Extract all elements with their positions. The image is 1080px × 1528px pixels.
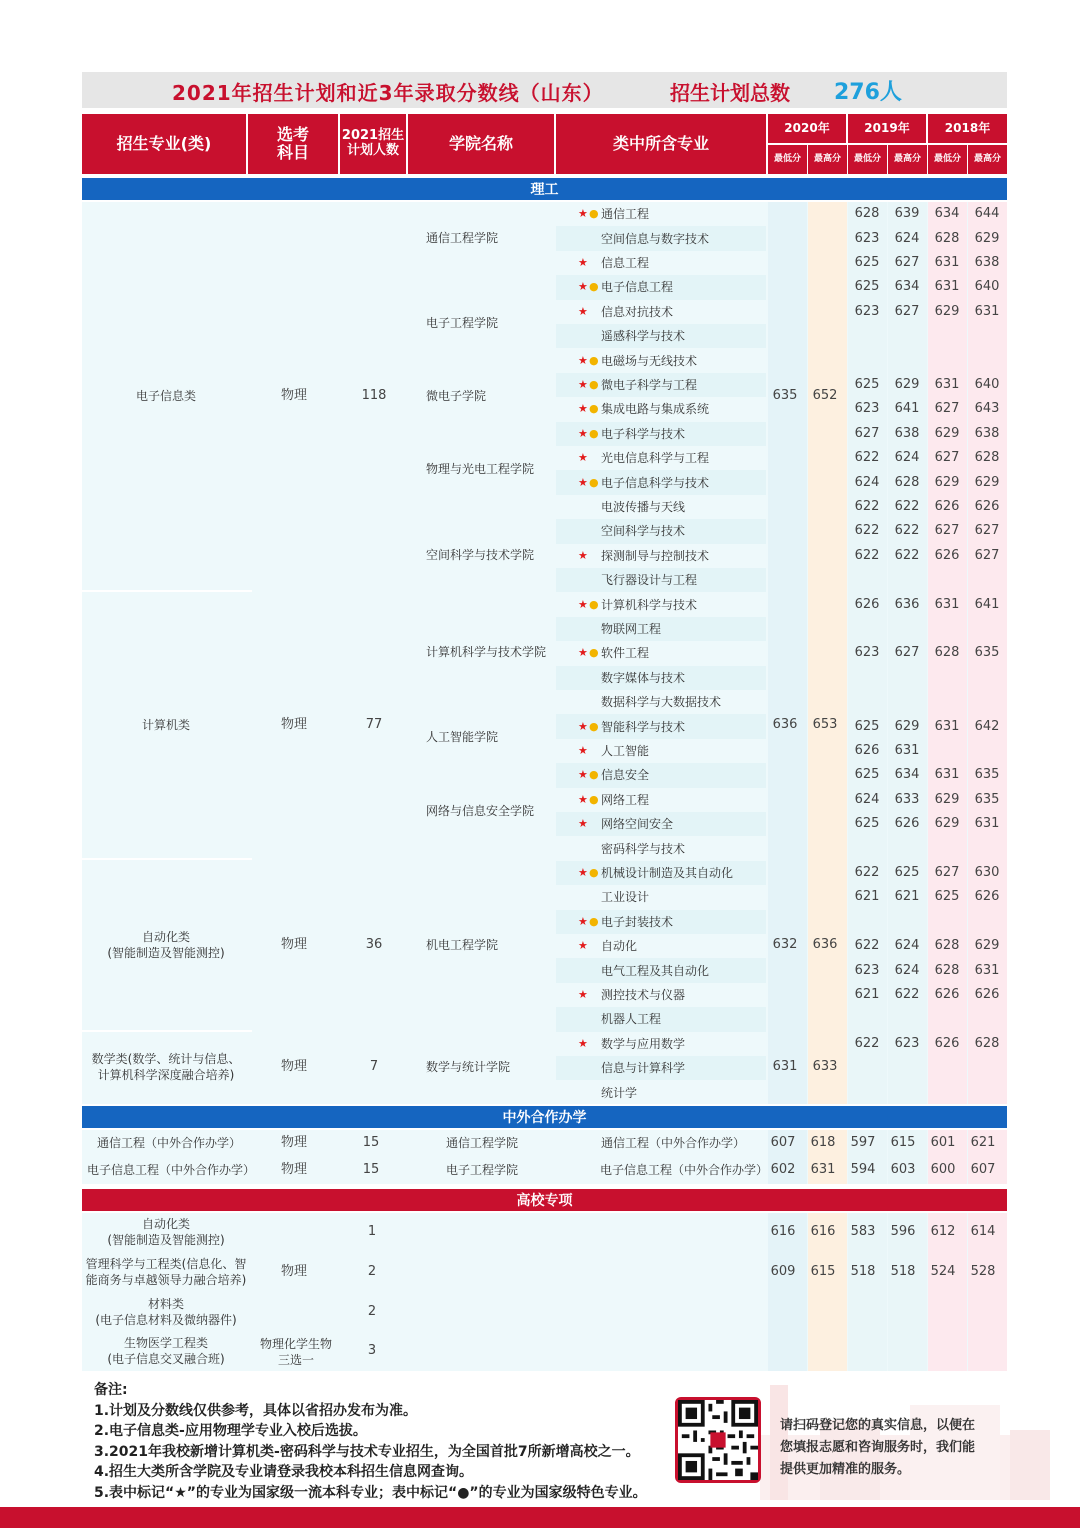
sub-major-name: 探测制导与控制技术 [601, 548, 710, 563]
dot-mark: ● [589, 792, 599, 806]
score-value: 623 [854, 401, 880, 417]
score-value: 626 [974, 987, 1000, 1002]
score-value: 634 [894, 767, 920, 783]
score-column-bg [768, 202, 807, 1104]
header-2018: 2018年 [928, 114, 1007, 143]
star-mark: ★ [578, 768, 588, 782]
score-value: 631 [934, 377, 960, 392]
dot-mark: ● [589, 646, 599, 660]
header-min-score: 最低分 [848, 145, 887, 174]
coop-score: 631 [810, 1162, 836, 1177]
notes-title: 备注: [94, 1382, 128, 1398]
plan-value: 77 [365, 717, 383, 732]
special-plan: 1 [367, 1224, 377, 1239]
coop-score: 618 [810, 1135, 836, 1150]
score-value: 626 [974, 499, 1000, 514]
dot-mark: ● [589, 280, 599, 294]
section-special: 高校专项 [82, 1189, 1007, 1211]
dot-mark: ● [589, 597, 599, 611]
sub-major-name: 通信工程 [601, 207, 650, 222]
coop-score: 621 [970, 1135, 996, 1150]
dot-mark: ● [589, 475, 599, 489]
sub-major-name: 密码科学与技术 [601, 841, 686, 856]
score-value: 625 [854, 718, 880, 734]
star-mark: ★ [578, 988, 588, 1001]
qr-code[interactable] [675, 1397, 761, 1483]
score-value: 631 [894, 743, 920, 758]
min-2020-value: 632 [772, 937, 798, 952]
header-sub-major: 类中所含专业 [556, 114, 766, 174]
sub-major-name: 智能科学与技术 [601, 719, 686, 734]
coop-major-name: 通信工程（中外合作办学） [97, 1136, 242, 1150]
dot-mark: ● [589, 719, 599, 733]
score-value: 629 [974, 474, 1000, 490]
qr-code-icon [678, 1400, 758, 1480]
header-college: 学院名称 [408, 114, 554, 174]
score-value: 631 [934, 255, 960, 270]
score-value: 644 [974, 206, 1000, 222]
special-plan: 2 [367, 1264, 377, 1279]
score-value: 631 [934, 718, 960, 734]
score-value: 624 [894, 230, 920, 246]
group-divider [82, 590, 252, 592]
coop-subject: 物理 [280, 1162, 307, 1177]
sub-major-name: 网络工程 [601, 792, 650, 807]
dot-mark: ● [589, 866, 599, 879]
sub-major-name: 工业设计 [601, 890, 650, 905]
special-score: 583 [850, 1224, 876, 1239]
score-value: 638 [894, 425, 920, 441]
special-score: 616 [810, 1224, 836, 1239]
coop-score: 607 [970, 1162, 996, 1177]
score-value: 628 [934, 962, 960, 978]
sub-major-name: 电子信息科学与技术 [601, 475, 710, 490]
score-value: 622 [894, 499, 920, 514]
score-value: 622 [894, 987, 920, 1002]
sub-major-name: 电子科学与技术 [601, 426, 686, 441]
score-value: 622 [854, 865, 880, 880]
score-value: 631 [974, 303, 1000, 319]
score-value: 635 [974, 791, 1000, 807]
coop-score: 597 [850, 1135, 876, 1150]
score-value: 626 [854, 743, 880, 758]
star-mark: ★ [578, 304, 588, 318]
score-value: 629 [974, 230, 1000, 246]
score-value: 626 [894, 816, 920, 832]
score-value: 627 [934, 523, 960, 539]
score-value: 629 [974, 938, 1000, 954]
sub-major-name: 数据科学与大数据技术 [601, 695, 722, 710]
score-column-bg [808, 202, 847, 1104]
special-score: 616 [770, 1224, 796, 1239]
score-value: 634 [934, 206, 960, 222]
score-value: 622 [854, 499, 880, 514]
header-min-score: 最低分 [928, 145, 967, 174]
score-value: 623 [854, 645, 880, 661]
score-value: 624 [894, 938, 920, 954]
sub-major-name: 数学与应用数学 [601, 1036, 686, 1051]
coop-sub-major: 电子信息工程（中外合作办学） [600, 1163, 769, 1177]
plan-value: 118 [361, 388, 387, 403]
group-divider [82, 1030, 252, 1032]
subject-value: 物理 [280, 937, 307, 952]
coop-college: 通信工程学院 [446, 1136, 519, 1150]
score-value: 629 [894, 718, 920, 734]
coop-score: 602 [770, 1162, 796, 1177]
sub-major-name: 物联网工程 [601, 622, 662, 636]
sub-major-name: 信息与计算科学 [601, 1061, 686, 1076]
plan-value: 7 [369, 1059, 379, 1074]
coop-sub-major: 通信工程（中外合作办学） [601, 1136, 746, 1150]
special-score: 528 [970, 1264, 996, 1279]
special-major-name: 材料类 (电子信息材料及微纳器件) [95, 1296, 237, 1327]
header-2020: 2020年 [768, 114, 846, 143]
special-plan: 3 [367, 1343, 377, 1358]
special-major-name: 生物医学工程类 (电子信息交叉融合班) [107, 1335, 225, 1366]
special-score: 518 [890, 1264, 916, 1279]
sub-major-name: 电波传播与天线 [601, 500, 686, 514]
dot-mark: ● [589, 402, 599, 416]
special-plan: 2 [367, 1304, 377, 1319]
score-value: 624 [854, 474, 880, 490]
min-2020-value: 631 [772, 1059, 798, 1074]
score-value: 628 [854, 206, 880, 222]
header-max-score: 最高分 [888, 145, 927, 174]
coop-score: 603 [890, 1162, 916, 1177]
score-value: 629 [934, 474, 960, 490]
plan-value: 36 [365, 937, 383, 952]
score-value: 635 [974, 767, 1000, 783]
header-2019: 2019年 [848, 114, 926, 143]
score-value: 631 [934, 596, 960, 612]
score-value: 624 [894, 450, 920, 466]
special-score: 615 [810, 1264, 836, 1279]
header-max-score: 最高分 [968, 145, 1007, 174]
score-value: 627 [894, 303, 920, 319]
plan-total-value: 276人 [834, 80, 902, 105]
star-mark: ★ [578, 353, 588, 367]
score-value: 626 [934, 987, 960, 1002]
score-value: 631 [974, 962, 1000, 978]
score-value: 641 [894, 401, 920, 417]
score-value: 627 [854, 425, 880, 441]
sub-major-name: 遥感科学与技术 [601, 329, 686, 344]
subject-value: 物理 [280, 388, 307, 403]
score-value: 625 [854, 255, 880, 270]
special-score: 518 [850, 1264, 876, 1279]
special-score: 596 [890, 1224, 916, 1239]
score-value: 629 [894, 377, 920, 392]
score-value: 626 [854, 596, 880, 612]
max-2020-value: 633 [812, 1059, 838, 1074]
sub-major-name: 集成电路与集成系统 [601, 402, 710, 417]
sub-major-name: 微电子科学与工程 [601, 378, 698, 392]
sub-major-name: 信息安全 [601, 768, 650, 783]
star-mark: ★ [578, 939, 588, 953]
sub-major-name: 电气工程及其自动化 [601, 963, 710, 978]
star-mark: ★ [578, 866, 588, 879]
score-value: 626 [934, 1035, 960, 1051]
sub-major-name: 测控技术与仪器 [601, 988, 686, 1002]
college-name: 计算机科学与技术学院 [426, 645, 547, 659]
sub-major-name: 飞行器设计与工程 [601, 573, 698, 588]
qr-description: 请扫码登记您的真实信息，以便在 您填报志愿和咨询服务时，我们能 提供更加精准的服务。 [780, 1418, 976, 1477]
score-value: 628 [934, 230, 960, 246]
score-value: 621 [854, 889, 880, 905]
sub-major-name: 机器人工程 [601, 1012, 662, 1027]
college-name: 机电工程学院 [426, 938, 499, 952]
max-2020-value: 636 [812, 937, 838, 952]
coop-score: 615 [890, 1135, 916, 1150]
coop-college: 电子工程学院 [446, 1163, 519, 1177]
score-value: 629 [934, 816, 960, 832]
coop-score: 594 [850, 1162, 876, 1177]
sub-major-name: 空间科学与技术 [601, 524, 686, 539]
college-name: 空间科学与技术学院 [426, 548, 535, 562]
coop-score: 601 [930, 1135, 956, 1150]
header-subject: 选考 科目 [248, 114, 338, 174]
special-score: 609 [770, 1264, 796, 1279]
sub-major-name: 空间信息与数字技术 [601, 231, 710, 246]
star-mark: ★ [578, 207, 588, 221]
score-value: 635 [974, 645, 1000, 661]
star-mark: ★ [578, 548, 588, 562]
star-mark: ★ [578, 475, 588, 489]
score-value: 629 [934, 303, 960, 319]
special-score: 614 [970, 1224, 996, 1239]
score-value: 625 [854, 816, 880, 832]
score-value: 626 [934, 499, 960, 514]
score-value: 627 [974, 523, 1000, 539]
note-4: 4.招生大类所含学院及专业请登录我校本科招生信息网查询。 [94, 1464, 474, 1480]
score-value: 625 [894, 865, 920, 880]
score-value: 623 [854, 230, 880, 246]
section-science: 理工 [82, 178, 1007, 200]
footer-bar [0, 1507, 1080, 1528]
star-mark: ★ [578, 817, 588, 831]
sub-major-name: 信息对抗技术 [601, 304, 674, 319]
score-value: 628 [974, 1035, 1000, 1051]
score-value: 622 [854, 547, 880, 563]
score-value: 640 [974, 377, 1000, 392]
score-value: 636 [894, 596, 920, 612]
special-major-name: 自动化类 (智能制造及智能测控) [107, 1216, 225, 1247]
score-value: 622 [854, 938, 880, 954]
score-value: 626 [974, 889, 1000, 905]
major-group-name: 自动化类 (智能制造及智能测控) [107, 929, 225, 960]
college-name: 通信工程学院 [426, 231, 499, 245]
star-mark: ★ [578, 1036, 588, 1050]
score-value: 624 [854, 791, 880, 807]
star-mark: ★ [578, 280, 588, 294]
score-value: 625 [934, 889, 960, 905]
score-value: 628 [894, 474, 920, 490]
star-mark: ★ [578, 792, 588, 806]
special-major-name: 管理科学与工程类(信息化、智 能商务与卓越领导力融合培养) [85, 1256, 247, 1287]
score-value: 629 [934, 791, 960, 807]
note-2: 2.电子信息类-应用物理学专业入校后选拔。 [94, 1423, 367, 1439]
star-mark: ★ [578, 426, 588, 440]
sub-major-name: 统计学 [601, 1085, 638, 1100]
sub-major-name: 人工智能 [601, 744, 650, 758]
score-value: 622 [854, 450, 880, 466]
score-value: 625 [854, 279, 880, 295]
score-value: 627 [894, 645, 920, 661]
coop-score: 607 [770, 1135, 796, 1150]
college-name: 微电子学院 [426, 389, 487, 403]
special-score: 524 [930, 1264, 956, 1279]
sub-major-name: 电子封装技术 [601, 914, 674, 929]
star-mark: ★ [578, 914, 588, 928]
star-mark: ★ [578, 451, 588, 465]
score-value: 628 [934, 645, 960, 661]
special-subject: 物理 [280, 1264, 307, 1279]
title-bar [82, 72, 1007, 108]
star-mark: ★ [578, 744, 588, 757]
dot-mark: ● [589, 914, 599, 928]
group-divider [82, 858, 252, 860]
header-plan: 2021招生 计划人数 [340, 114, 406, 174]
note-3: 3.2021年我校新增计算机类-密码科学与技术专业招生，为全国首批7所新增高校之一。 [94, 1443, 640, 1460]
college-name: 数学与统计学院 [426, 1060, 511, 1074]
special-score: 612 [930, 1224, 956, 1239]
dot-mark: ● [589, 768, 599, 782]
dot-mark: ● [589, 207, 599, 221]
score-value: 639 [894, 206, 920, 222]
special-subject: 物理化学生物 三选一 [259, 1337, 332, 1368]
note-5: 5.表中标记“★”的专业为国家级一流本科专业；表中标记“●”的专业为国家级特色专业。 [94, 1484, 647, 1501]
score-value: 633 [894, 791, 920, 807]
sub-major-name: 信息工程 [601, 256, 650, 270]
sub-major-name: 电子信息工程 [601, 280, 674, 295]
score-value: 638 [974, 255, 1000, 270]
major-group-name: 数学类(数学、统计与信息、 计算机科学深度融合培养) [91, 1051, 241, 1082]
score-value: 627 [934, 450, 960, 466]
score-value: 634 [894, 279, 920, 295]
section-coop: 中外合作办学 [82, 1106, 1007, 1128]
max-2020-value: 653 [812, 717, 838, 732]
score-value: 629 [934, 425, 960, 441]
header-max-score: 最高分 [808, 145, 847, 174]
score-value: 623 [894, 1035, 920, 1051]
sub-major-name: 光电信息科学与工程 [601, 451, 710, 466]
star-mark: ★ [578, 646, 588, 660]
coop-score: 600 [930, 1162, 956, 1177]
score-value: 642 [974, 718, 1000, 734]
coop-major-name: 电子信息工程（中外合作办学） [87, 1163, 256, 1177]
score-value: 622 [894, 523, 920, 539]
coop-plan: 15 [362, 1135, 380, 1150]
score-value: 631 [934, 767, 960, 783]
score-value: 625 [854, 377, 880, 392]
plan-total-label: 招生计划总数 [670, 81, 790, 105]
dot-mark: ● [589, 378, 599, 391]
subject-value: 物理 [280, 1059, 307, 1074]
star-mark: ★ [578, 402, 588, 416]
score-value: 622 [854, 523, 880, 539]
sub-major-name: 软件工程 [601, 646, 650, 661]
college-name: 网络与信息安全学院 [426, 804, 535, 818]
sub-major-name: 电磁场与无线技术 [601, 353, 698, 368]
score-value: 624 [894, 962, 920, 978]
score-value: 628 [974, 450, 1000, 466]
subject-value: 物理 [280, 717, 307, 732]
star-mark: ★ [578, 378, 588, 391]
star-mark: ★ [578, 597, 588, 611]
note-1: 1.计划及分数线仅供参考，具体以省招办发布为准。 [94, 1402, 418, 1419]
sub-major-name: 网络空间安全 [601, 817, 674, 832]
notes [94, 1380, 647, 1503]
score-value: 638 [974, 425, 1000, 441]
sub-major-name: 自动化 [601, 939, 638, 954]
score-value: 626 [934, 547, 960, 563]
coop-subject: 物理 [280, 1135, 307, 1150]
score-value: 627 [974, 547, 1000, 563]
min-2020-value: 635 [772, 388, 798, 403]
score-value: 622 [854, 1035, 880, 1051]
score-value: 640 [974, 279, 1000, 295]
score-value: 627 [934, 401, 960, 417]
score-value: 622 [894, 547, 920, 563]
star-mark: ★ [578, 256, 588, 269]
score-value: 631 [934, 279, 960, 295]
score-value: 621 [894, 889, 920, 905]
header-min-score: 最低分 [768, 145, 807, 174]
star-mark: ★ [578, 719, 588, 733]
score-value: 627 [894, 255, 920, 270]
score-value: 625 [854, 767, 880, 783]
header-major: 招生专业(类) [82, 114, 246, 174]
score-value: 643 [974, 401, 1000, 417]
score-value: 631 [974, 816, 1000, 832]
sub-major-name: 数字媒体与技术 [601, 670, 686, 685]
score-value: 630 [974, 865, 1000, 880]
score-value: 623 [854, 303, 880, 319]
dot-mark: ● [589, 426, 599, 440]
score-value: 641 [974, 596, 1000, 612]
score-value: 627 [934, 865, 960, 880]
score-value: 623 [854, 962, 880, 978]
dot-mark: ● [589, 353, 599, 367]
score-value: 628 [934, 938, 960, 954]
score-value: 621 [854, 987, 880, 1002]
min-2020-value: 636 [772, 717, 798, 732]
page-title: 2021年招生计划和近3年录取分数线（山东） [172, 81, 604, 105]
coop-plan: 15 [362, 1162, 380, 1177]
max-2020-value: 652 [812, 388, 838, 403]
major-group-name: 计算机类 [141, 717, 190, 732]
sub-major-name: 机械设计制造及其自动化 [601, 866, 734, 880]
major-group-name: 电子信息类 [135, 388, 196, 403]
sub-major-name: 计算机科学与技术 [601, 597, 698, 612]
college-name: 物理与光电工程学院 [426, 462, 535, 476]
college-name: 人工智能学院 [426, 730, 499, 744]
college-name: 电子工程学院 [426, 316, 499, 330]
